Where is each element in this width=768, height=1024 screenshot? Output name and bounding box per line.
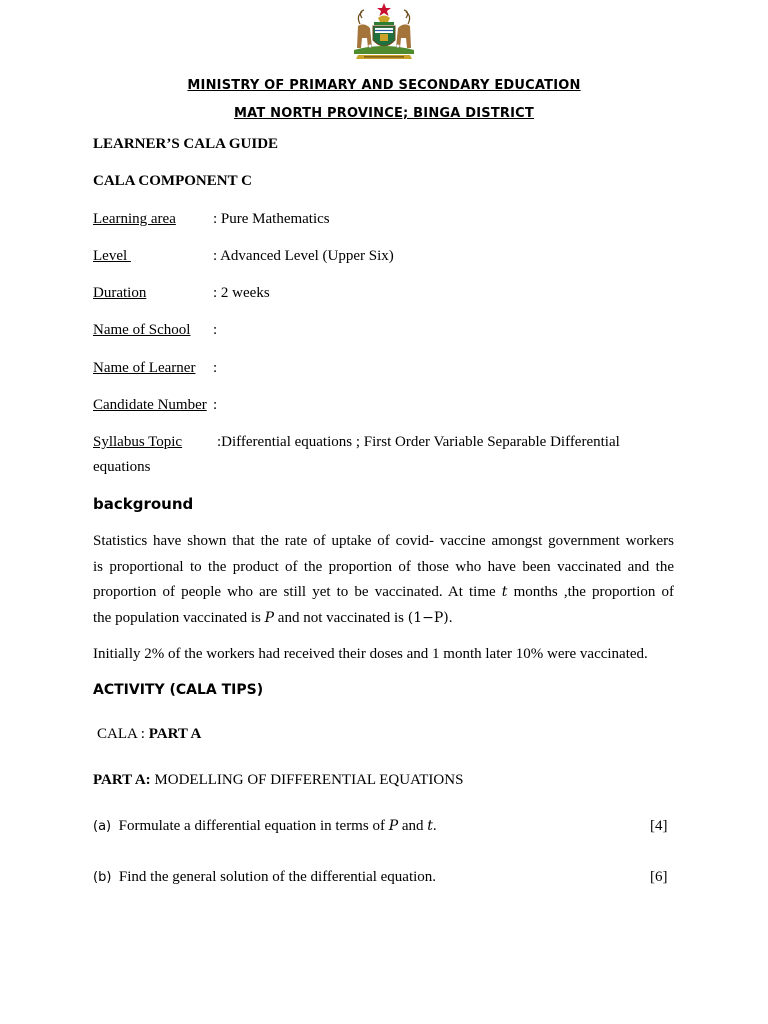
cala-prefix: CALA : xyxy=(97,726,145,742)
field-label-syllabus-topic: Syllabus Topic xyxy=(93,434,183,450)
background-line-3b: months ,the proportion of xyxy=(513,584,674,600)
background-line-3a: proportion of people who are still yet to be vaccinated. At time xyxy=(93,584,496,600)
field-label-level: Level xyxy=(93,248,131,264)
field-label-duration: Duration xyxy=(93,285,147,301)
field-label-school-name: Name of School xyxy=(93,322,191,338)
background-line-4a: the population vaccinated is xyxy=(93,609,261,626)
syllabus-topic-line1: :Differential equations ; First Order Variable Separable Differential xyxy=(217,434,620,450)
field-value-learner-name: : xyxy=(213,360,218,376)
background-paragraph xyxy=(93,529,674,631)
background-line-1: Statistics have shown that the rate of uptake of covid- vaccine amongst government workers xyxy=(93,533,674,549)
field-value-learning-area: : Pure Mathematics xyxy=(213,211,330,227)
field-value-school-name: : xyxy=(213,322,218,338)
coat-of-arms-emblem xyxy=(340,2,428,64)
question-a-letter: (a) xyxy=(93,819,112,834)
field-label-candidate-number: Candidate Number xyxy=(93,397,207,413)
question-a-marks: [4] xyxy=(650,818,668,834)
activity-heading: ACTIVITY (CALA TIPS) xyxy=(93,682,264,698)
question-b-letter: (b) xyxy=(93,870,112,885)
ministry-heading: MINISTRY OF PRIMARY AND SECONDARY EDUCATION xyxy=(187,78,581,93)
syllabus-topic-line2: equations xyxy=(93,459,151,475)
cala-part-line xyxy=(97,726,201,743)
field-label-learner-name: Name of Learner xyxy=(93,360,196,376)
question-a-end: . xyxy=(432,818,437,834)
variable-p: P xyxy=(264,609,275,626)
question-a-var-t: t xyxy=(427,818,433,834)
field-value-candidate-number: : xyxy=(213,397,218,413)
field-label-learning-area: Learning area xyxy=(93,211,176,227)
question-a xyxy=(93,818,437,835)
background-line-4 xyxy=(93,606,674,632)
question-b-marks: [6] xyxy=(650,869,668,885)
expression-one-minus-p: (1−P) xyxy=(407,609,449,626)
part-a-title: MODELLING OF DIFFERENTIAL EQUATIONS xyxy=(154,772,464,788)
field-value-duration: : 2 weeks xyxy=(213,285,270,301)
guide-title: LEARNER’S CALA GUIDE xyxy=(93,136,279,152)
question-a-var-p: P xyxy=(388,818,399,834)
background-line-4b: and not vaccinated is xyxy=(277,609,405,626)
background-line-3 xyxy=(93,580,674,606)
background-heading: background xyxy=(93,495,194,513)
initial-statement: Initially 2% of the workers had received their doses and 1 month later 10% were vaccinated. xyxy=(93,646,648,662)
field-value-level: : Advanced Level (Upper Six) xyxy=(213,248,394,264)
province-heading: MAT NORTH PROVINCE; BINGA DISTRICT xyxy=(234,106,534,121)
background-line-2: is proportional to the product of the proportion of those who have been vaccinated and the xyxy=(93,558,674,575)
cala-part-label: PART A xyxy=(148,726,202,742)
question-b-text: Find the general solution of the differential equation. xyxy=(118,869,437,885)
question-a-and: and xyxy=(401,818,424,834)
component-title: CALA COMPONENT C xyxy=(93,173,252,189)
variable-t: t xyxy=(501,584,508,600)
background-line-4c: . xyxy=(448,609,453,626)
question-a-text: Formulate a differential equation in terms of xyxy=(118,818,385,834)
part-a-bold: PART A: xyxy=(93,772,151,788)
part-a-heading xyxy=(93,772,463,789)
question-b xyxy=(93,869,436,886)
